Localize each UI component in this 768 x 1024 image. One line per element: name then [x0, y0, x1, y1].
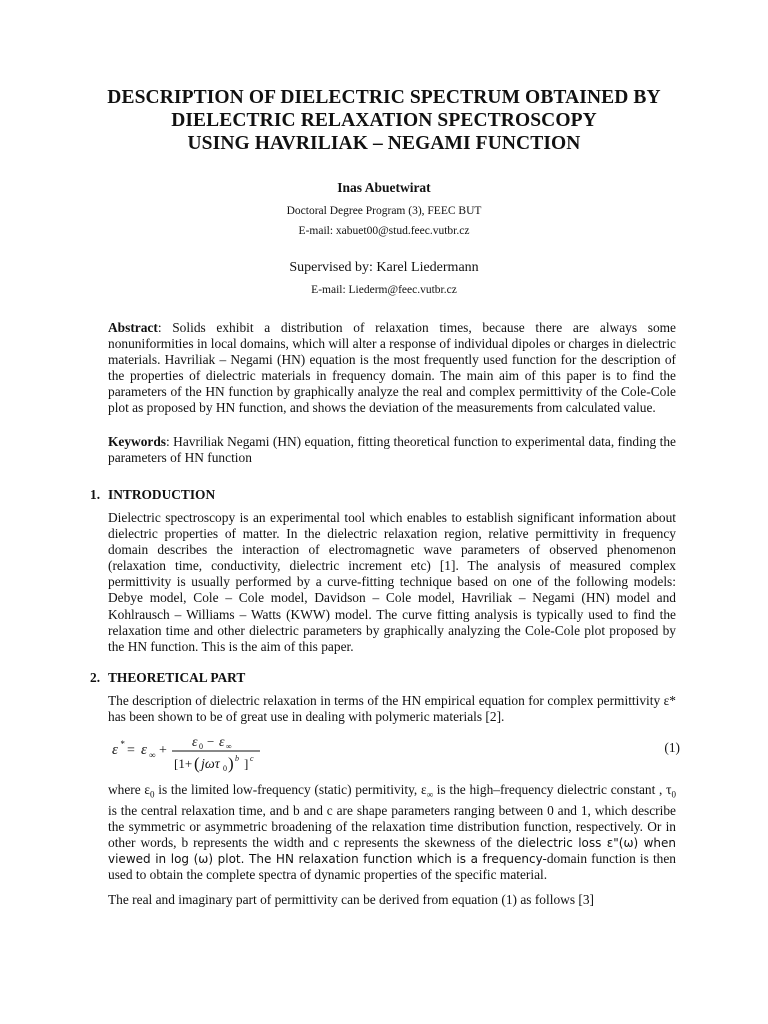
subscript-zero: 0	[150, 789, 155, 800]
hn-equation-formula	[112, 734, 292, 774]
section-number: 2.	[90, 670, 101, 685]
svg-text:+: +	[159, 743, 167, 758]
svg-text:]: ]	[244, 756, 249, 771]
svg-text:[1+: [1+	[174, 756, 193, 771]
keywords-text: : Havriliak Negami (HN) equation, fitting theoretical function to experimental data, finding the parameters of HN function	[108, 434, 676, 466]
svg-text:ε: ε	[141, 742, 147, 758]
where-text-d: is the central relaxation time, and b and c are shape parameters ranging between 0 and 1, which describe the symmetric or asymmetric broadening of the relaxation time distribution function, respectively. Or in other words, b represents the width and c represents the skewness of the	[108, 802, 676, 850]
abstract-text: : Solids exhibit a distribution of relaxation times, because there are always some nonuniformities in local domains, which will alter a response of individual dipoles or charges in dielectric materials. Havriliak – Negami (HN) equation is the most frequently used function for the description of the properties of dielectric materials in frequency domain. The main aim of this paper is to find the parameters of the HN function by graphically analyze the real and complex permittivity of the Cole-Cole plot as proposed by HN function, and shows the deviation of the measurements from calculated value.	[108, 320, 676, 416]
hn-equation	[112, 734, 680, 774]
title-line-3: USING HAVRILIAK – NEGAMI FUNCTION	[187, 133, 581, 154]
svg-text:): )	[228, 754, 234, 773]
svg-text:−: −	[207, 734, 215, 749]
where-text-a: where ε	[108, 782, 151, 797]
section-title: THEORETICAL PART	[108, 670, 246, 685]
title-line-2: DIELECTRIC RELAXATION SPECTROSCOPY	[171, 110, 597, 131]
svg-text:ε: ε	[112, 742, 118, 758]
title-line-1: DESCRIPTION OF DIELECTRIC SPECTRUM OBTAINED BY	[107, 87, 661, 108]
svg-text:0: 0	[199, 742, 203, 751]
svg-text:∞: ∞	[149, 750, 156, 760]
abstract	[108, 320, 676, 417]
keywords-label: Keywords	[108, 434, 167, 449]
abstract-label: Abstract	[108, 320, 158, 335]
svg-text:jωτ: jωτ	[201, 757, 220, 772]
where-text-f: domain function is then used to obtain the complete spectra of dynamic properties of the specific material.	[108, 851, 676, 883]
where-text-b: is the limited low-frequency (static) permitivity, ε	[154, 782, 427, 797]
author-name: Inas Abuetwirat	[337, 180, 431, 195]
introduction-paragraph: Dielectric spectroscopy is an experimental tool which enables to establish significant information about dielectric properties of matter. In the dielectric relaxation region, relative permittivity in frequency domain describes the interaction of electromagnetic wave parameters of observed phenomenon (relaxation time, conductivity, dielectric increment etc) [1]. The analysis of measured complex permittivity is usually performed by a curve-fitting technique based on one of the following models: Debye model, Cole – Cole model, Davidson – Cole model, Havriliak – Negami (HN) model and Kohlrausch – Williams – Watts (KWW) model. The curve fitting analysis is typically used to find the relaxation time and other dielectric parameters by graphically analyzing the Cole-Cole plot proposed by the HN function. This is the aim of this paper.	[108, 510, 676, 654]
theory-paragraph: The description of dielectric relaxation in terms of the HN empirical equation for complex permittivity ε* has been shown to be of great use in dealing with polymeric materials [2].	[108, 693, 676, 725]
subscript-zero: 0	[671, 789, 676, 800]
supervisor-email: E-mail: Liederm@feec.vutbr.cz	[311, 284, 457, 296]
svg-text:c: c	[250, 754, 254, 763]
equation-explanation	[108, 782, 676, 883]
where-text-e: dielectric loss ε"(ω) when viewed in log (ω) plot. The HN relaxation function which is a frequency-	[108, 835, 677, 867]
section-heading-theoretical	[90, 670, 245, 686]
svg-text:0: 0	[223, 764, 227, 773]
svg-text:ε: ε	[219, 735, 225, 750]
section-title: INTRODUCTION	[108, 487, 216, 502]
where-text-c: is the high–frequency dielectric constant , τ	[433, 782, 672, 797]
equation-number: (1)	[664, 740, 680, 755]
svg-text:ε: ε	[192, 735, 198, 750]
supervisor-line: Supervised by: Karel Liedermann	[289, 260, 479, 275]
svg-text:*: *	[120, 739, 125, 749]
subscript-infinity: ∞	[426, 789, 434, 800]
svg-text:∞: ∞	[226, 742, 232, 751]
svg-text:(: (	[194, 754, 200, 773]
keywords	[108, 434, 676, 466]
author-email: E-mail: xabuet00@stud.feec.vutbr.cz	[298, 225, 470, 237]
paper-title	[60, 86, 708, 155]
section-heading-introduction	[90, 487, 215, 503]
svg-text:=: =	[127, 743, 135, 758]
svg-text:b: b	[235, 754, 239, 763]
section-number: 1.	[90, 487, 101, 502]
real-imaginary-paragraph: The real and imaginary part of permittivity can be derived from equation (1) as follows [3]	[108, 892, 594, 907]
author-program: Doctoral Degree Program (3), FEEC BUT	[286, 205, 482, 217]
